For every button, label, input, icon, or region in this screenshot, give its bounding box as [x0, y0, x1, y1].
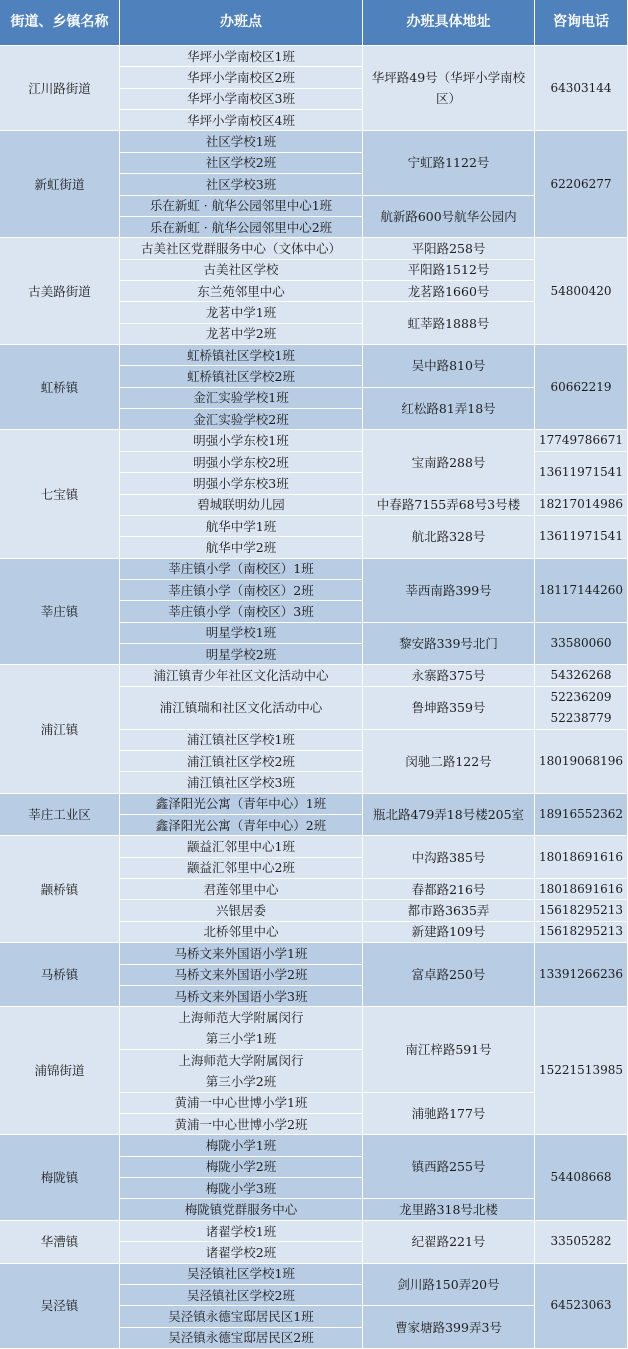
contact-phone: 15618295213: [535, 922, 628, 943]
class-location: 吴泾镇永德宝邸居民区2班: [120, 1328, 363, 1349]
class-address: 平阳路258号: [363, 238, 535, 259]
class-location: 浦江镇青少年社区文化活动中心: [120, 665, 363, 686]
contact-phone: 18916552362: [535, 794, 628, 837]
class-location: 上海师范大学附属闵行 第三小学1班: [120, 1007, 363, 1050]
class-address: 曹家塘路399弄3号: [363, 1306, 535, 1349]
class-address: 红松路81弄18号: [363, 388, 535, 431]
class-location: 华坪小学南校区1班: [120, 46, 363, 67]
class-location: 明星学校2班: [120, 644, 363, 665]
class-location: 明强小学东校3班: [120, 473, 363, 494]
class-location: 明强小学东校1班: [120, 430, 363, 451]
class-address: 龙里路318号北楼: [363, 1199, 535, 1220]
class-location: 古美社区党群服务中心（文体中心）: [120, 238, 363, 259]
district-name: 莘庄工业区: [0, 794, 120, 837]
class-location: 华坪小学南校区3班: [120, 89, 363, 110]
class-address: 鲁坤路359号: [363, 687, 535, 730]
class-location: 莘庄镇小学（南校区）1班: [120, 559, 363, 580]
district-name: 七宝镇: [0, 430, 120, 558]
class-location: 龙茗中学1班: [120, 302, 363, 323]
contact-phone: 18117144260: [535, 559, 628, 623]
class-location: 吴泾镇永德宝邸居民区1班: [120, 1306, 363, 1327]
column-header: 办班具体地址: [363, 0, 535, 46]
contact-phone: 18217014986: [535, 495, 628, 516]
class-address: 吴中路810号: [363, 345, 535, 388]
class-address: 永寨路375号: [363, 665, 535, 686]
class-location: 华坪小学南校区4班: [120, 110, 363, 131]
class-address: 南江梓路591号: [363, 1007, 535, 1092]
contact-phone: 18018691616: [535, 836, 628, 879]
contact-phone: 33505282: [535, 1221, 628, 1264]
class-location: 梅陇小学3班: [120, 1178, 363, 1199]
contact-phone: 15618295213: [535, 900, 628, 921]
class-location: 莘庄镇小学（南校区）2班: [120, 580, 363, 601]
class-location: 北桥邻里中心: [120, 922, 363, 943]
class-location: 诸翟学校2班: [120, 1242, 363, 1263]
class-address: 航新路600号航华公园内: [363, 196, 535, 239]
class-location: 马桥文来外国语小学2班: [120, 965, 363, 986]
class-location: 华坪小学南校区2班: [120, 67, 363, 88]
district-name: 梅陇镇: [0, 1135, 120, 1220]
contact-phone: 18019068196: [535, 730, 628, 794]
class-location: 浦江镇瑞和社区文化活动中心: [120, 687, 363, 730]
class-address: 黎安路339号北门: [363, 623, 535, 666]
column-header: 咨询电话: [535, 0, 628, 46]
class-address: 莘西南路399号: [363, 559, 535, 623]
class-location: 乐在新虹 · 航华公园邻里中心2班: [120, 217, 363, 238]
class-address: 宝南路288号: [363, 430, 535, 494]
contact-phone: 64523063: [535, 1264, 628, 1349]
contact-phone: 64303144: [535, 46, 628, 131]
class-address: 富卓路250号: [363, 943, 535, 1007]
district-name: 颛桥镇: [0, 836, 120, 943]
class-location: 鑫泽阳光公寓（青年中心）1班: [120, 794, 363, 815]
class-address: 浦驰路177号: [363, 1093, 535, 1136]
contact-phone: 17749786671: [535, 430, 628, 451]
contact-phone: 33580060: [535, 623, 628, 666]
class-location: 东兰苑邻里中心: [120, 281, 363, 302]
class-location: 鑫泽阳光公寓（青年中心）2班: [120, 815, 363, 836]
class-location: 金汇实验学校2班: [120, 409, 363, 430]
contact-phone: 13611971541: [535, 452, 628, 495]
district-name: 马桥镇: [0, 943, 120, 1007]
class-location: 浦江镇社区学校3班: [120, 772, 363, 793]
contact-phone: 13611971541: [535, 516, 628, 559]
class-location: 莘庄镇小学（南校区）3班: [120, 601, 363, 622]
class-address: 平阳路1512号: [363, 260, 535, 281]
class-location: 浦江镇社区学校2班: [120, 751, 363, 772]
class-location: 马桥文来外国语小学3班: [120, 986, 363, 1007]
class-address: 剑川路150弄20号: [363, 1264, 535, 1307]
class-location: 马桥文来外国语小学1班: [120, 943, 363, 964]
class-location: 吴泾镇社区学校2班: [120, 1285, 363, 1306]
district-name: 虹桥镇: [0, 345, 120, 430]
class-location: 虹桥镇社区学校1班: [120, 345, 363, 366]
class-location: 上海师范大学附属闵行 第三小学2班: [120, 1050, 363, 1093]
district-name: 古美路街道: [0, 238, 120, 345]
class-location: 虹桥镇社区学校2班: [120, 366, 363, 387]
district-name: 江川路街道: [0, 46, 120, 131]
class-address: 虹莘路1888号: [363, 302, 535, 345]
class-location: 乐在新虹 · 航华公园邻里中心1班: [120, 196, 363, 217]
district-name: 浦锦街道: [0, 1007, 120, 1135]
contact-phone: 18018691616: [535, 879, 628, 900]
class-location: 吴泾镇社区学校1班: [120, 1264, 363, 1285]
class-address: 龙茗路1660号: [363, 281, 535, 302]
district-name: 莘庄镇: [0, 559, 120, 666]
contact-phone: 54408668: [535, 1135, 628, 1220]
class-location: 航华中学2班: [120, 537, 363, 558]
class-address: 瓶北路479弄18号楼205室: [363, 794, 535, 837]
class-address: 新建路109号: [363, 922, 535, 943]
class-address: 纪翟路221号: [363, 1221, 535, 1264]
class-location: 航华中学1班: [120, 516, 363, 537]
class-location: 社区学校3班: [120, 174, 363, 195]
class-location: 社区学校1班: [120, 131, 363, 152]
class-address: 闵驰二路122号: [363, 730, 535, 794]
class-location: 梅陇镇党群服务中心: [120, 1199, 363, 1220]
class-location: 龙茗中学2班: [120, 324, 363, 345]
class-address: 镇西路255号: [363, 1135, 535, 1199]
class-location: 黄浦一中心世博小学1班: [120, 1093, 363, 1114]
contact-phone: 52236209 52238779: [535, 687, 628, 730]
class-location: 颛益汇邻里中心1班: [120, 836, 363, 857]
class-address: 中沟路385号: [363, 836, 535, 879]
district-name: 新虹街道: [0, 131, 120, 238]
class-address: 都市路3635弄: [363, 900, 535, 921]
column-header: 办班点: [120, 0, 363, 46]
contact-phone: 54800420: [535, 238, 628, 345]
contact-phone: 54326268: [535, 665, 628, 686]
district-name: 浦江镇: [0, 665, 120, 793]
class-location: 黄浦一中心世博小学2班: [120, 1114, 363, 1135]
class-location: 明强小学东校2班: [120, 452, 363, 473]
class-location: 浦江镇社区学校1班: [120, 730, 363, 751]
class-location: 金汇实验学校1班: [120, 388, 363, 409]
contact-phone: 13391266236: [535, 943, 628, 1007]
column-header: 街道、乡镇名称: [0, 0, 120, 46]
class-location: 梅陇小学1班: [120, 1135, 363, 1156]
class-location: 明星学校1班: [120, 623, 363, 644]
class-address: 春都路216号: [363, 879, 535, 900]
class-location: 颛益汇邻里中心2班: [120, 858, 363, 879]
class-location: 社区学校2班: [120, 153, 363, 174]
class-location: 碧城联明幼儿园: [120, 495, 363, 516]
district-name: 华漕镇: [0, 1221, 120, 1264]
class-address: 航北路328号: [363, 516, 535, 559]
contact-phone: 15221513985: [535, 1007, 628, 1135]
contact-phone: 60662219: [535, 345, 628, 430]
district-name: 吴泾镇: [0, 1264, 120, 1349]
class-address: 中春路7155弄68号3号楼: [363, 495, 535, 516]
class-location: 古美社区学校: [120, 260, 363, 281]
class-location: 诸翟学校1班: [120, 1221, 363, 1242]
contact-phone: 62206277: [535, 131, 628, 238]
class-location: 梅陇小学2班: [120, 1157, 363, 1178]
class-address: 华坪路49号（华坪小学南校区）: [363, 46, 535, 131]
class-address: 宁虹路1122号: [363, 131, 535, 195]
class-location: 君莲邻里中心: [120, 879, 363, 900]
class-location: 兴银居委: [120, 900, 363, 921]
